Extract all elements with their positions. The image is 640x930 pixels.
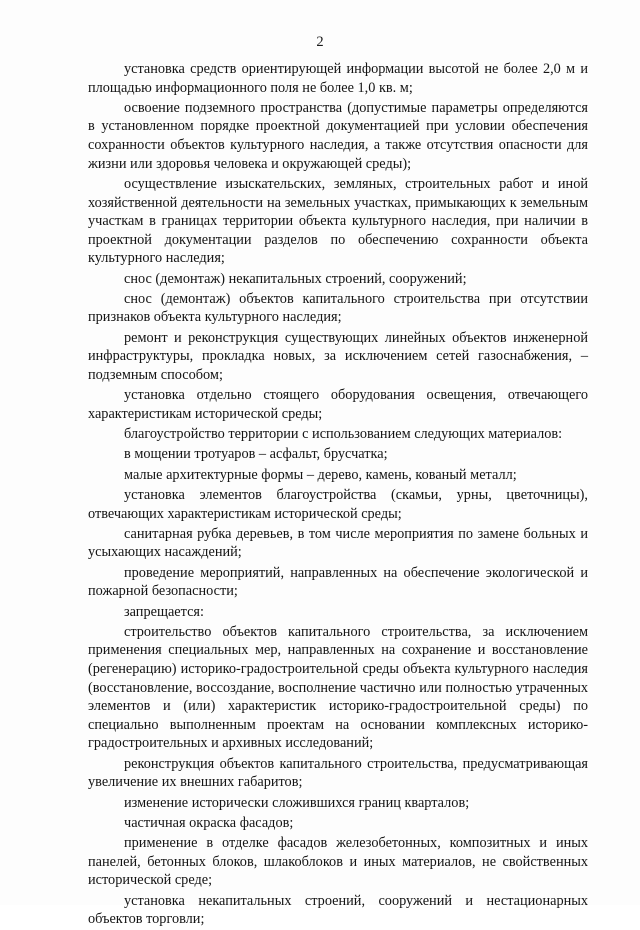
paragraph: установка некапитальных строений, сооружений и нестационарных объектов торговли; — [88, 892, 588, 928]
paragraph: в мощении тротуаров – асфальт, брусчатка; — [124, 446, 388, 463]
paragraph: частичная окраска фасадов; — [124, 814, 294, 831]
paragraph: изменение исторически сложившихся границ кварталов; — [124, 794, 470, 811]
paragraph: освоение подземного пространства (допустимые параметры определяются в установленном порядке проектной документацией при условии обеспечения сохранности объектов культурного наследия, а также отсутствия опасности для жизни или здоровья человека и окружающей среды); — [88, 99, 588, 172]
paragraph: установка средств ориентирующей информации высотой не более 2,0 м и площадью информационного поля не более 1,0 кв. м; — [88, 61, 588, 96]
paragraph: реконструкция объектов капитального строительства, предусматривающая увеличение их внешних габаритов; — [88, 755, 588, 791]
paragraph: запрещается: — [124, 603, 204, 620]
paragraph: установка отдельно стоящего оборудования освещения, отвечающего характеристикам исторической среды; — [88, 387, 588, 422]
paragraph: строительство объектов капитального строительства, за исключением применения специальных мер, направленных на сохранение и восстановление (регенерацию) историко-градостроительной среды объекта культурного наследия (восстановление, воссоздание, восполнение частично или полностью утраченных элементов и (или) характеристик историко-градостроительной среды) по специально выполненным проектам на основании комплексных историко-градостроительных и архивных исследований; — [88, 623, 588, 752]
paragraph: благоустройство территории с использованием следующих материалов: — [124, 426, 563, 443]
paragraph: малые архитектурные формы – дерево, камень, кованый металл; — [124, 466, 517, 483]
paragraph: ремонт и реконструкция существующих линейных объектов инженерной инфраструктуры, прокладка новых, за исключением сетей газоснабжения, – подземным способом; — [88, 329, 588, 383]
paragraph: снос (демонтаж) некапитальных строений, сооружений; — [124, 270, 467, 287]
paragraph: применение в отделке фасадов железобетонных, композитных и иных панелей, бетонных блоков, шлакоблоков и иных материалов, не свойственных исторической среде; — [88, 835, 588, 889]
page-number: 2 — [316, 34, 324, 50]
paragraph: проведение мероприятий, направленных на обеспечение экологической и пожарной безопасности; — [88, 564, 588, 600]
paragraph: снос (демонтаж) объектов капитального строительства при отсутствии признаков объекта культурного наследия; — [88, 290, 588, 326]
paragraph: осуществление изыскательских, земляных, строительных работ и иной хозяйственной деятельности на земельных участках, примыкающих к земельным участкам в границах территории объекта культурного наследия, при наличии в проектной документации разделов по обеспечению сохранности объекта культурного наследия; — [88, 175, 588, 267]
paragraph: установка элементов благоустройства (скамьи, урны, цветочницы), отвечающих характеристикам исторической среды; — [88, 486, 588, 522]
paragraph: санитарная рубка деревьев, в том числе мероприятия по замене больных и усыхающих насаждений; — [88, 525, 588, 561]
document-body — [88, 60, 588, 930]
